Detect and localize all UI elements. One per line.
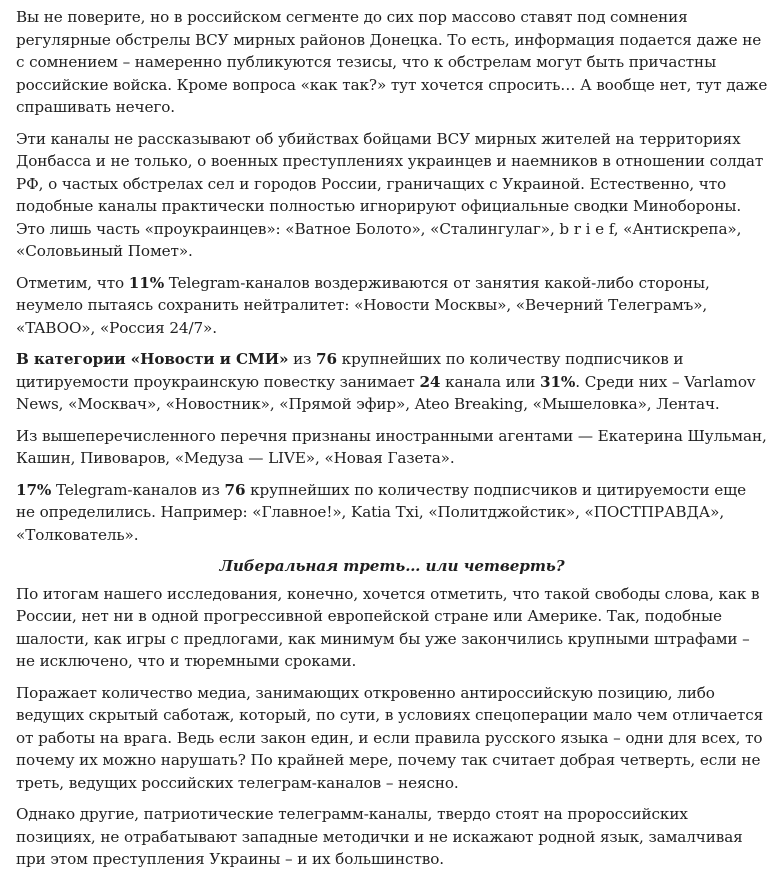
paragraph-text: Поражает количество медиа, занимающих откровенно антироссийскую позицию, либо ведущих скрытый саботаж, который, по сути, в условиях спецоперации мало чем отличается от работы на врага. Ведь если закон един, и если правила русского языка – одни для всех, то почему их можно нарушать? По крайней мере, почему так считает добрая четверть, если не треть, ведущих российских телеграм-каналов – неясно. (16, 683, 764, 792)
highlight-number: 76 (316, 350, 337, 368)
paragraph-foreign-agents (16, 425, 768, 470)
paragraph-neutral-channels (16, 272, 768, 340)
section-subheading: Либеральная треть… или четверть? (219, 557, 565, 575)
paragraph-text: Вы не поверите, но в российском сегменте до сих пор массово ставят под сомнения регулярные обстрелы ВСУ мирных районов Донецка. То есть, информация подается даже не с сомнением – намеренно публикуются тезисы, что к обстрелам могут быть причастны российские войска. Кроме вопроса «как так?» тут хочется спросить… А вообще нет, тут даже спрашивать нечего. (16, 8, 768, 116)
paragraph-text: По итогам нашего исследования, конечно, хочется отметить, что такой свободы слова, как в России, нет ни в одной прогрессивной европейской стране или Америке. Так, подобные шалости, как игры с предлогами, как минимум бы уже закончились крупными штрафами – не исключено, что и тюремными сроками. (16, 584, 760, 670)
paragraph-anti-russian-media (16, 682, 768, 795)
paragraph-text: Из вышеперечисленного перечня признаны иностранными агентами — Екатерина Шульман, Кашин, Пивоваров, «Медуза — LIVE», «Новая Газета». (16, 426, 767, 467)
text-segment: канала или (440, 372, 540, 391)
highlight-number: 76 (224, 480, 246, 499)
highlight-number: 24 (419, 372, 441, 391)
paragraph-shelling-doubts (16, 6, 768, 119)
highlight-percent: 31% (539, 372, 576, 391)
text-segment: Отметим, что (16, 273, 129, 292)
paragraph-text: Однако другие, патриотические телеграмм-каналы, твердо стоят на пророссийских позициях, не отрабатывают западные методички и не искажают родной язык, замалчивая при этом преступления Украины – и их большинство. (16, 805, 743, 868)
paragraph-text: Эти каналы не рассказывают об убийствах бойцами ВСУ мирных жителей на территориях Донбасса и не только, о военных преступлениях украинцев и наемников в отношении солдат РФ, о частых обстрелах сел и городов России, граничащих с Украиной. Естественно, что подобные каналы практически полностью игнорируют официальные сводки Минобороны. Это лишь часть «проукраинцев»: «Ватное Болото», «Сталингулаг», b r i e f, «Антискрепа», «Соловьиный Помет». (16, 129, 764, 260)
text-segment: Telegram-каналов из (51, 480, 225, 499)
paragraph-undecided-channels (16, 479, 768, 547)
paragraph-pro-ukrainian-channels (16, 128, 768, 263)
text-segment: Telegram-каналов воздерживаются от занятия какой-либо стороны, неумело пытаясь сохранить нейтралитет: «Новости Москвы», «Вечерний Телеграмъ», «TABOO», «Россия 24/7». (16, 273, 710, 337)
text-segment: крупнейших по количеству подписчиков и цитируемости проукраинскую повестку занимает (16, 350, 684, 391)
text-segment: . Среди них – Varlamov News, «Москвач», «Новостник», «Прямой эфир», Ateo Breaking, «Мышеловка», Лентач. (16, 372, 756, 413)
highlight-category: В категории «Новости и СМИ» (16, 350, 289, 368)
paragraph-news-category (16, 348, 768, 416)
text-segment: крупнейших по количеству подписчиков и цитируемости еще не определились. Например: «Главное!», Katia Txi, «Политджойстик», «ПОСТПРАВДА», «Толкователь». (16, 480, 747, 544)
paragraph-freedom-of-speech (16, 583, 768, 673)
paragraph-patriotic-channels (16, 803, 768, 871)
text-segment: из (288, 350, 317, 368)
highlight-percent: 17% (16, 480, 52, 499)
highlight-percent: 11% (128, 273, 165, 292)
